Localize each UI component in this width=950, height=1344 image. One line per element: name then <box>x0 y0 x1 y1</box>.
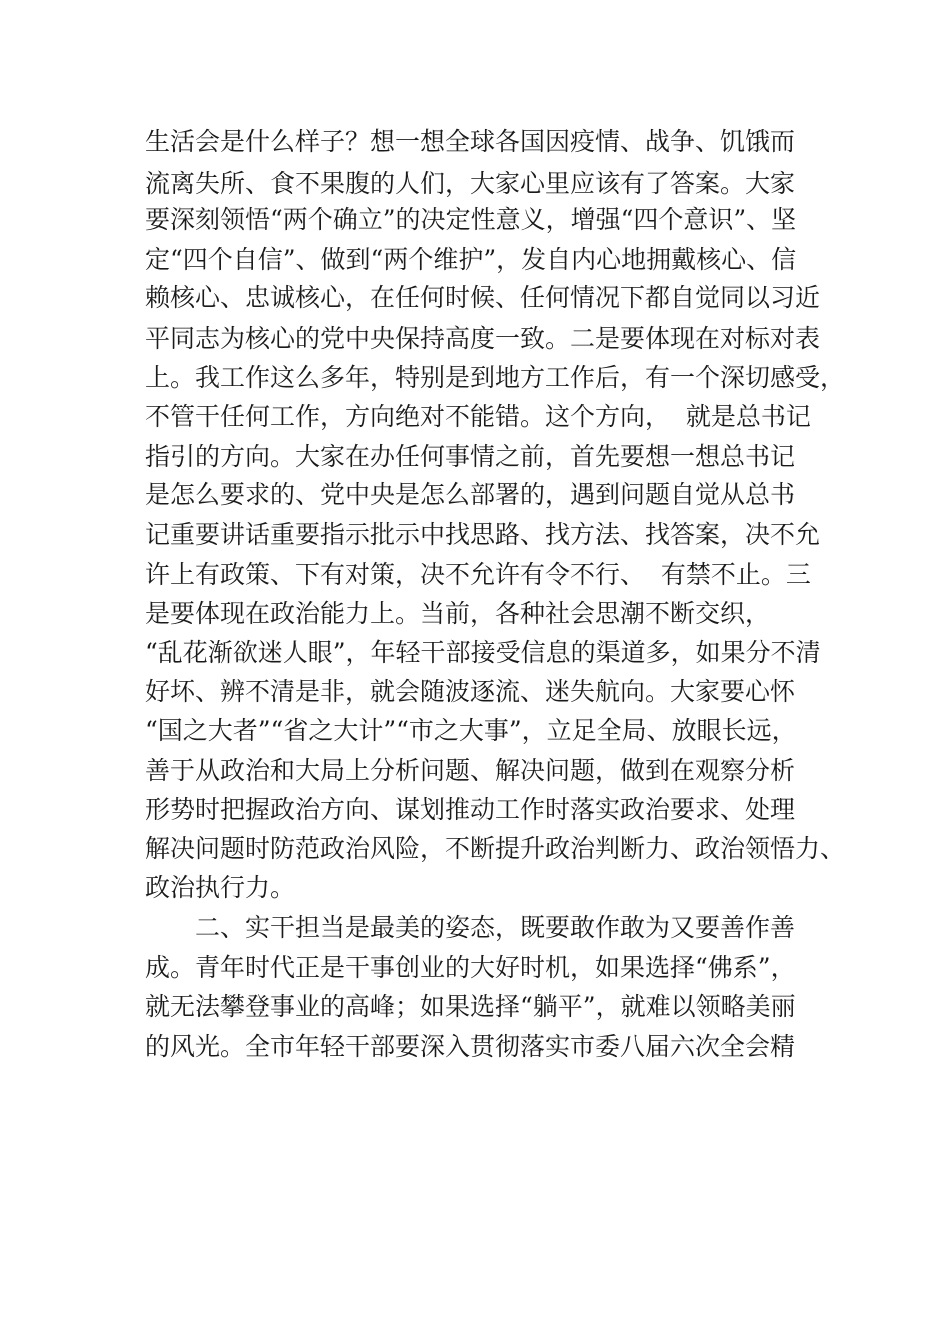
text-line: 许上有政策、下有对策，决不允许有令不行、 有禁不止。三 <box>145 560 811 589</box>
text-line: 是怎么要求的、党中央是怎么部署的，遇到问题自觉从总书 <box>145 480 796 509</box>
text-line: 解决问题时防范政治风险，不断提升政治判断力、政治领悟力、 <box>145 834 846 863</box>
text-line: 政治执行力。 <box>145 873 296 902</box>
text-line: 赖核心、忠诚核心，在任何时候、任何情况下都自觉同以习近 <box>145 283 821 312</box>
text-line: 善于从政治和大局上分析问题、解决问题，做到在观察分析 <box>145 756 796 785</box>
text-line: 形势时把握政治方向、谋划推动工作时落实政治要求、处理 <box>145 795 796 824</box>
text-line: 二、实干担当是最美的姿态，既要敢作敢为又要善作善 <box>195 913 796 942</box>
text-line: 生活会是什么样子？想一想全球各国因疫情、战争、饥饿而 <box>145 127 796 156</box>
text-line: 好坏、辨不清是非，就会随波逐流、迷失航向。大家要心怀 <box>145 677 796 706</box>
text-line: “乱花渐欲迷人眼”，年轻干部接受信息的渠道多，如果分不清 <box>145 638 821 667</box>
text-line: 就无法攀登事业的高峰；如果选择“躺平”，就难以领略美丽 <box>145 992 796 1021</box>
text-line: “国之大者”“省之大计”“市之大事”，立足全局、放眼长远， <box>145 716 797 745</box>
text-line: 要深刻领悟“两个确立”的决定性意义，增强“四个意识”、坚 <box>145 205 797 234</box>
text-line: 流离失所、食不果腹的人们，大家心里应该有了答案。大家 <box>145 169 796 198</box>
text-line: 平同志为核心的党中央保持高度一致。二是要体现在对标对表 <box>145 324 821 353</box>
text-line: 指引的方向。大家在办任何事情之前，首先要想一想总书记 <box>145 442 796 471</box>
text-line: 定“四个自信”、做到“两个维护”，发自内心地拥戴核心、信 <box>145 245 797 274</box>
text-line: 不管干任何工作，方向绝对不能错。这个方向， 就是总书记 <box>145 402 811 431</box>
text-line: 记重要讲话重要指示批示中找思路、找方法、找答案，决不允 <box>145 520 821 549</box>
text-line: 上。我工作这么多年，特别是到地方工作后，有一个深切感受， <box>145 363 846 392</box>
text-line: 是要体现在政治能力上。当前，各种社会思潮不断交织， <box>145 599 771 628</box>
text-line: 成。青年时代正是干事创业的大好时机，如果选择“佛系”， <box>145 953 796 982</box>
text-line: 的风光。全市年轻干部要深入贯彻落实市委八届六次全会精 <box>145 1032 796 1061</box>
